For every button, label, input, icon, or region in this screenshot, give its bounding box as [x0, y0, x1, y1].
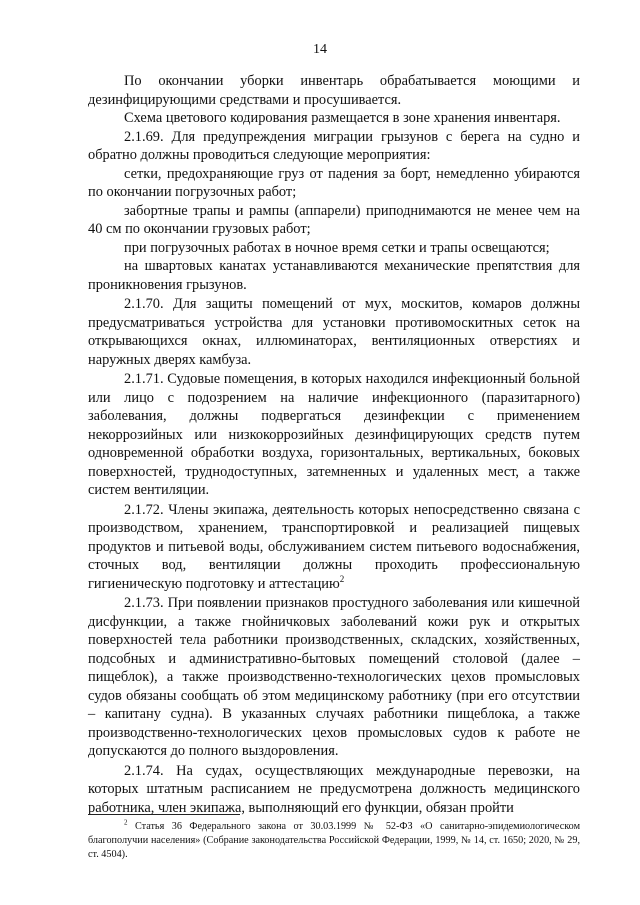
paragraph-2-1-70: 2.1.70. Для защиты помещений от мух, москитов, комаров должны предусматриваться устройства для установки противомоскитных сеток на открывающихся окнах, иллюминаторах, вентиляционных отверстиях и наружных дверях камбуза.: [88, 296, 580, 368]
paragraph-color-coding: Схема цветового кодирования размещается в зоне хранения инвентаря.: [124, 110, 561, 126]
footnote-divider: [88, 814, 240, 815]
list-item-gangways: забортные трапы и рампы (аппарели) приподнимаются не менее чем на 40 см по окончании грузовых работ;: [88, 202, 580, 237]
list-item-night-lighting: при погрузочных работах в ночное время сетки и трапы освещаются;: [124, 239, 550, 256]
paragraph-2-1-72-text: 2.1.72. Члены экипажа, деятельность которых непосредственно связана с производством, хранением, транспортировкой и реализацией пищевых продуктов и питьевой воды, обслуживанием систем питьевого водоснабжения, сточных вод, вентиляции должны проходить профессиональную гигиеническую подготовку и аттестацию: [88, 501, 580, 592]
page-number: 14: [313, 42, 327, 57]
paragraph-2-1-74: 2.1.74. На судах, осуществляющих международные перевозки, на которых штатным расписанием не предусмотрена должность медицинского работника, член экипажа, выполняющий его функции, обязан пройти: [88, 762, 580, 816]
paragraph-2-1-72: [88, 501, 580, 594]
footnote-text: Статья 36 Федерального закона от 30.03.1999 № 52-ФЗ «О санитарно-эпидемиологическом благополучии населения» (Собрание законодательства Российской Федерации, 1999, № 14, ст. 1650; 2020, № 29, ст. 4504).: [88, 821, 581, 860]
footnote-reference: 2: [339, 573, 345, 584]
list-item-cargo-nets: сетки, предохраняющие груз от падения за борт, немедленно убираются по окончании погрузочных работ;: [88, 165, 580, 200]
body-text: [88, 72, 580, 817]
paragraph-2-1-69: 2.1.69. Для предупреждения миграции грызунов с берега на судно и обратно должны проводиться следующие мероприятия:: [88, 128, 580, 163]
paragraph-inventory-cleaning: По окончании уборки инвентарь обрабатывается моющими и дезинфицирующими средствами и просушивается.: [88, 73, 580, 108]
paragraph-2-1-73: 2.1.73. При появлении признаков простудного заболевания или кишечной дисфункции, а также гнойничковых заболеваний кожи рук и открытых поверхностей тела работники производственных, складских, хозяйственных, подсобных и административно-бытовых помещений столовой (далее – пищеблок), а также производственно-технологических цехов промысловых судов обязаны сообщать об этом медицинскому работнику (при его отсутствии – капитану судна). В указанных случаях работники пищеблока, а также производственно-технологических цехов промысловых судов к работе не допускаются до полного выздоровления.: [88, 595, 580, 759]
footnote-marker: 2: [124, 818, 128, 827]
list-item-mooring-guards: на швартовых канатах устанавливаются механические препятствия для проникновения грызунов.: [88, 258, 580, 293]
footnote: [88, 820, 580, 862]
paragraph-2-1-71: 2.1.71. Судовые помещения, в которых находился инфекционный больной или лицо с подозрением на наличие инфекционного (паразитарного) заболевания, должны подвергаться дезинфекции с применением некоррозийных или низкокоррозийных дезинфицирующих средств путем одновременной обработки воздуха, горизонтальных, вертикальных, боковых поверхностей, труднодоступных, затемненных и удаленных мест, а также систем вентиляции.: [88, 371, 580, 498]
